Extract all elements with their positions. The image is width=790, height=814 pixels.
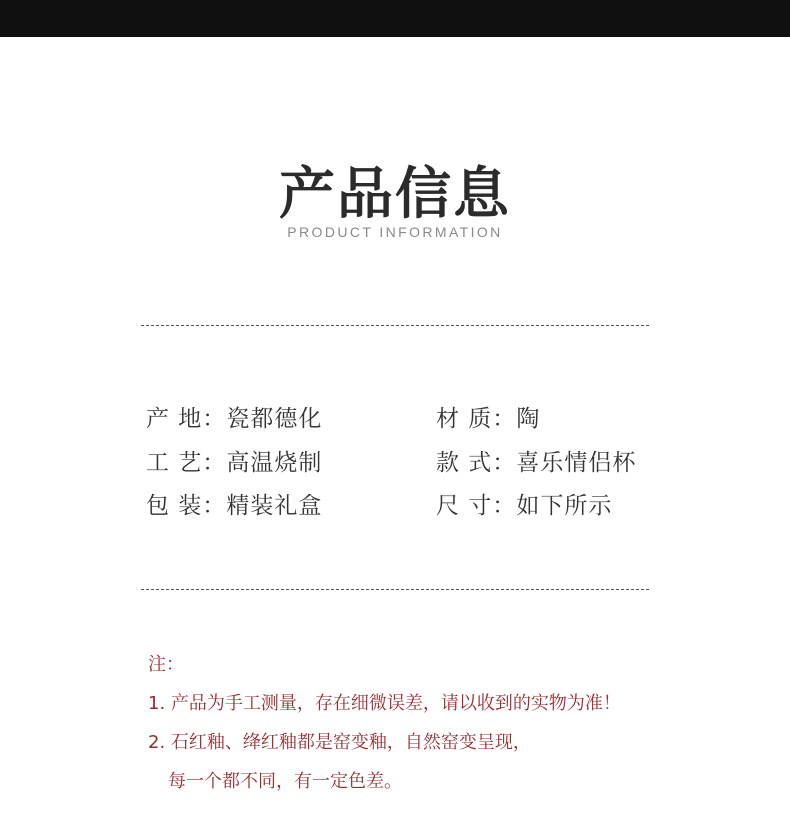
spec-style-label: 款 式：: [436, 450, 517, 476]
spec-material-value: 陶: [516, 406, 541, 432]
note-line-3: 每一个都不同，有一定色差。: [168, 771, 402, 792]
page-subtitle: PRODUCT INFORMATION: [287, 224, 503, 240]
spec-size: [436, 487, 612, 520]
spec-packaging: [146, 487, 322, 520]
spec-craft-label: 工 艺：: [146, 450, 227, 476]
page-title: 产品信息: [279, 161, 511, 227]
spec-size-label: 尺 寸：: [436, 493, 517, 519]
divider-bottom: [141, 589, 649, 590]
spec-packaging-label: 包 装：: [146, 493, 227, 519]
note-heading: 注：: [148, 654, 184, 675]
note-line-1: 1. 产品为手工测量，存在细微误差，请以收到的实物为准！: [148, 693, 621, 714]
note-line-2: 2. 石红釉、绛红釉都是窑变釉，自然窑变呈现，: [148, 732, 531, 753]
spec-craft: [146, 444, 322, 477]
top-bar: [0, 0, 790, 37]
divider-top: [141, 325, 649, 326]
spec-packaging-value: 精装礼盒: [226, 493, 323, 519]
spec-origin-value: 瓷都德化: [226, 406, 323, 432]
spec-material-label: 材 质：: [436, 406, 517, 432]
spec-craft-value: 高温烧制: [226, 450, 323, 476]
spec-material: [436, 400, 540, 433]
spec-style: [436, 444, 636, 477]
spec-style-value: 喜乐情侣杯: [516, 450, 637, 476]
spec-origin: [146, 400, 322, 433]
spec-origin-label: 产 地：: [146, 406, 227, 432]
spec-size-value: 如下所示: [516, 493, 613, 519]
